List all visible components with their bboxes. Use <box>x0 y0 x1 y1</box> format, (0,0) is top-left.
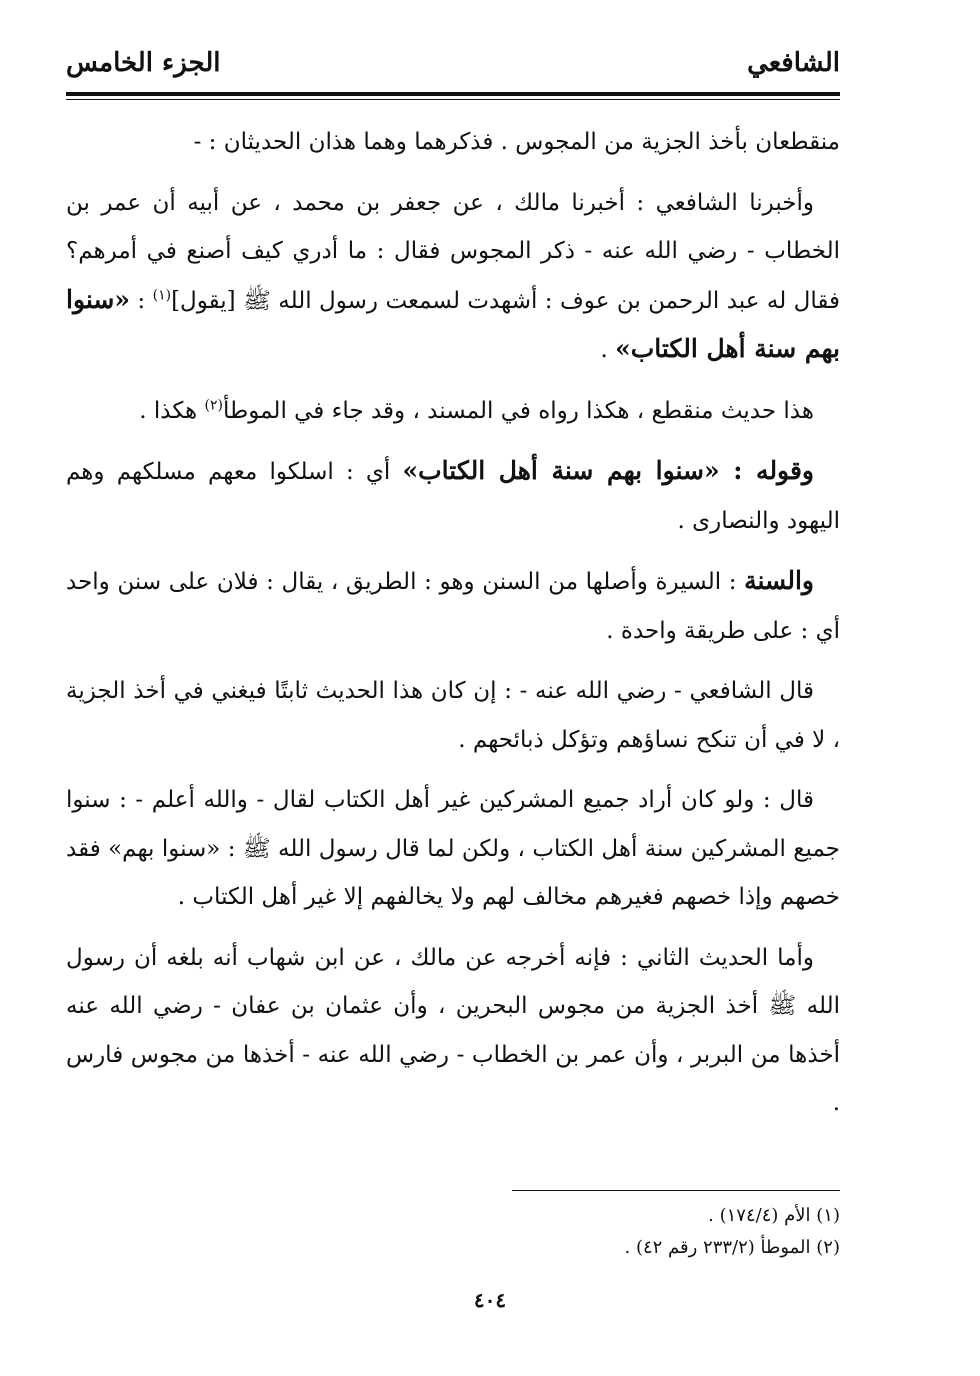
footnote-1: (١) الأم (١٧٤/٤) . <box>708 1205 840 1226</box>
footnotes <box>66 1200 840 1264</box>
paragraph-3-text-b: هكذا . <box>139 397 205 424</box>
footnote-ref-2[interactable]: (٢) <box>204 396 223 413</box>
paragraph-4 <box>66 447 840 545</box>
paragraph-4-heading: وقوله : «سنوا بهم سنة أهل الكتاب» <box>402 456 814 485</box>
footnote-2: (٢) الموطأ (٢٣٣/٢ رقم ٤٢) . <box>624 1237 840 1258</box>
paragraph-4-text: أي : اسلكوا معهم مسلكهم وهم اليهود والنصارى . <box>66 459 840 534</box>
paragraph-3 <box>66 387 840 436</box>
paragraph-7-text: قال : ولو كان أراد جميع المشركين غير أهل الكتاب لقال - والله أعلم - : سنوا جميع المشركين سنة أهل الكتاب ، ولكن لما قال رسول الله ﷺ : «سنوا بهم» فقد خصهم وإذا خصهم فغيرهم مخالف لهم ولا يخالفهم إلا غير أهل الكتاب . <box>66 787 840 910</box>
main-text <box>66 118 840 1140</box>
paragraph-2-text-c: . <box>600 337 616 363</box>
running-header <box>66 42 840 90</box>
paragraph-3-text-a: هذا حديث منقطع ، هكذا رواه في المسند ، وقد جاء في الموطأ <box>222 397 814 424</box>
hadith-quote: «سنوا بهم سنة أهل الكتاب» <box>66 284 840 363</box>
paragraph-6 <box>66 667 840 764</box>
paragraph-7 <box>66 776 840 922</box>
paragraph-5-text: : السيرة وأصلها من السنن وهو : الطريق ، يقال : فلان على سنن واحد أي : على طريقة واحدة . <box>66 569 840 644</box>
paragraph-5 <box>66 557 840 655</box>
footnote-ref-1[interactable]: (١) <box>152 286 172 303</box>
header-book-title: الشافعي <box>747 48 840 78</box>
page-number: ٤٠٤ <box>473 1288 507 1312</box>
paragraph-2-text-b: : <box>129 287 153 314</box>
paragraph-8 <box>66 934 840 1128</box>
paragraph-5-heading: والسنة <box>744 566 814 595</box>
footnote-separator <box>512 1190 840 1191</box>
header-volume-title: الجزء الخامس <box>66 48 221 78</box>
paragraph-8-text: وأما الحديث الثاني : فإنه أخرجه عن مالك ، عن ابن شهاب أنه بلغه أن رسول الله ﷺ أخذ الجزية من مجوس البحرين ، وأن عثمان بن عفان - رضي الله عنه أخذها من البربر ، وأن عمر بن الخطاب - رضي الله عنه - أخذها من مجوس فارس . <box>66 944 840 1116</box>
paragraph-2-text-a: وأخبرنا الشافعي : أخبرنا مالك ، عن جعفر بن محمد ، عن أبيه أن عمر بن الخطاب - رضي الله عنه - ذكر المجوس فقال : ما أدري كيف أصنع في أمرهم؟ فقال له عبد الرحمن بن عوف : أشهدت لسمعت رسول الله ﷺ [يقول] <box>66 189 840 314</box>
paragraph-1 <box>66 118 840 167</box>
header-rule-thick <box>66 92 840 96</box>
header-rule-thin <box>66 99 840 100</box>
paragraph-2 <box>66 179 840 375</box>
paragraph-1-text: منقطعان بأخذ الجزية من المجوس . فذكرهما وهما هذان الحديثان : - <box>193 129 840 155</box>
paragraph-6-text: قال الشافعي - رضي الله عنه - : إن كان هذا الحديث ثابتًا فيغني في أخذ الجزية ، لا في أن تنكح نساؤهم وتؤكل ذبائحهم . <box>66 678 840 753</box>
